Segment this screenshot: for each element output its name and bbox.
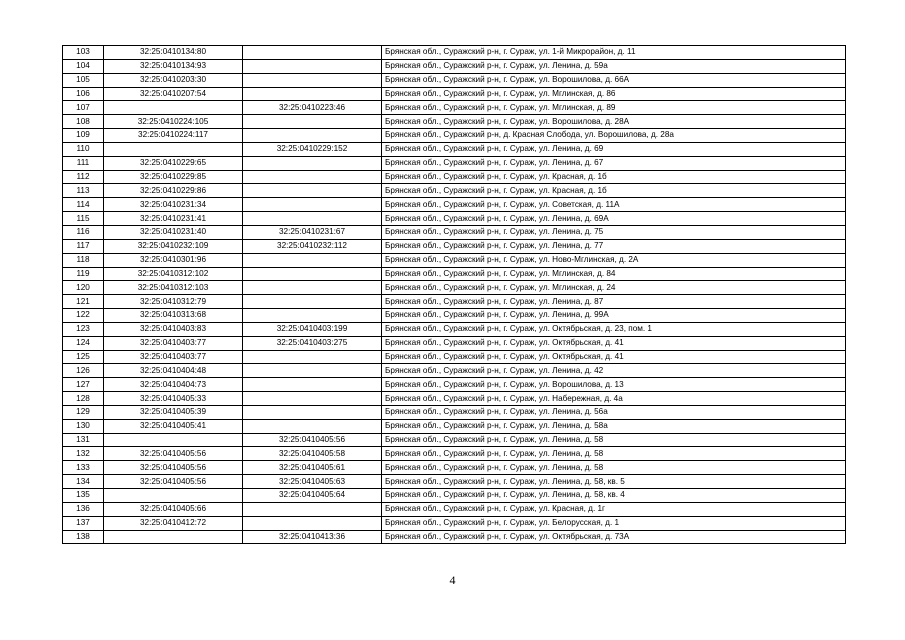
row-number-cell: 114 xyxy=(63,198,104,212)
address-cell: Брянская обл., Суражский р-н, г. Сураж, ул. Октябрьская, д. 41 xyxy=(382,350,846,364)
address-cell: Брянская обл., Суражский р-н, г. Сураж, ул. Ленина, д. 58, кв. 4 xyxy=(382,489,846,503)
table-row xyxy=(63,225,846,239)
address-cell: Брянская обл., Суражский р-н, г. Сураж, ул. Октябрьская, д. 23, пом. 1 xyxy=(382,322,846,336)
table-row xyxy=(63,461,846,475)
address-cell: Брянская обл., Суражский р-н, г. Сураж, ул. Ленина, д. 56а xyxy=(382,405,846,419)
row-number-cell: 103 xyxy=(63,46,104,60)
cadastral-number-secondary-cell: 32:25:0410223:46 xyxy=(243,101,382,115)
cadastral-number-secondary-cell xyxy=(243,46,382,60)
cadastral-number-cell: 32:25:0410207:54 xyxy=(104,87,243,101)
cadastral-number-cell: 32:25:0410404:73 xyxy=(104,378,243,392)
cadastral-number-cell: 32:25:0410312:102 xyxy=(104,267,243,281)
table-row xyxy=(63,392,846,406)
address-cell: Брянская обл., Суражский р-н, г. Сураж, ул. Советская, д. 11А xyxy=(382,198,846,212)
address-cell: Брянская обл., Суражский р-н, г. Сураж, ул. Ленина, д. 99А xyxy=(382,309,846,323)
cadastral-number-cell: 32:25:0410231:40 xyxy=(104,225,243,239)
row-number-cell: 129 xyxy=(63,405,104,419)
table-row xyxy=(63,46,846,60)
row-number-cell: 131 xyxy=(63,433,104,447)
row-number-cell: 123 xyxy=(63,322,104,336)
row-number-cell: 106 xyxy=(63,87,104,101)
address-cell: Брянская обл., Суражский р-н, г. Сураж, ул. Мглинская, д. 86 xyxy=(382,87,846,101)
cadastral-number-cell: 32:25:0410224:117 xyxy=(104,129,243,143)
cadastral-number-cell: 32:25:0410405:56 xyxy=(104,461,243,475)
cadastral-number-secondary-cell: 32:25:0410232:112 xyxy=(243,239,382,253)
cadastral-number-cell: 32:25:0410229:86 xyxy=(104,184,243,198)
cadastral-number-secondary-cell: 32:25:0410229:152 xyxy=(243,142,382,156)
cadastral-number-cell: 32:25:0410224:105 xyxy=(104,115,243,129)
cadastral-number-cell: 32:25:0410231:34 xyxy=(104,198,243,212)
cadastral-number-cell xyxy=(104,101,243,115)
table-row xyxy=(63,309,846,323)
cadastral-number-secondary-cell xyxy=(243,392,382,406)
cadastral-number-secondary-cell: 32:25:0410231:67 xyxy=(243,225,382,239)
cadastral-number-secondary-cell xyxy=(243,350,382,364)
row-number-cell: 133 xyxy=(63,461,104,475)
cadastral-number-secondary-cell xyxy=(243,295,382,309)
address-cell: Брянская обл., Суражский р-н, г. Сураж, ул. Ленина, д. 77 xyxy=(382,239,846,253)
table-row xyxy=(63,364,846,378)
table-row xyxy=(63,350,846,364)
table-row xyxy=(63,295,846,309)
cadastral-number-cell: 32:25:0410405:33 xyxy=(104,392,243,406)
cadastral-number-secondary-cell xyxy=(243,73,382,87)
cadastral-number-cell xyxy=(104,433,243,447)
table-row xyxy=(63,419,846,433)
cadastral-number-secondary-cell: 32:25:0410405:58 xyxy=(243,447,382,461)
cadastral-number-cell xyxy=(104,489,243,503)
cadastral-number-secondary-cell xyxy=(243,502,382,516)
address-cell: Брянская обл., Суражский р-н, г. Сураж, ул. Мглинская, д. 89 xyxy=(382,101,846,115)
row-number-cell: 127 xyxy=(63,378,104,392)
cadastral-number-cell: 32:25:0410301:96 xyxy=(104,253,243,267)
row-number-cell: 137 xyxy=(63,516,104,530)
address-cell: Брянская обл., Суражский р-н, г. Сураж, ул. Ленина, д. 58 xyxy=(382,433,846,447)
cadastral-number-secondary-cell xyxy=(243,129,382,143)
cadastral-number-cell xyxy=(104,142,243,156)
cadastral-number-secondary-cell: 32:25:0410405:63 xyxy=(243,475,382,489)
cadastral-number-cell: 32:25:0410312:79 xyxy=(104,295,243,309)
cadastral-number-cell: 32:25:0410405:56 xyxy=(104,447,243,461)
address-cell: Брянская обл., Суражский р-н, г. Сураж, ул. Мглинская, д. 84 xyxy=(382,267,846,281)
address-cell: Брянская обл., Суражский р-н, г. Сураж, ул. Мглинская, д. 24 xyxy=(382,281,846,295)
address-cell: Брянская обл., Суражский р-н, г. Сураж, ул. Ворошилова, д. 28А xyxy=(382,115,846,129)
address-cell: Брянская обл., Суражский р-н, г. Сураж, ул. Октябрьская, д. 41 xyxy=(382,336,846,350)
page-number: 4 xyxy=(449,573,456,587)
cadastral-number-cell: 32:25:0410405:39 xyxy=(104,405,243,419)
address-cell: Брянская обл., Суражский р-н, г. Сураж, ул. Ленина, д. 42 xyxy=(382,364,846,378)
cadastral-number-secondary-cell xyxy=(243,378,382,392)
cadastral-number-secondary-cell xyxy=(243,212,382,226)
cadastral-number-cell: 32:25:0410229:85 xyxy=(104,170,243,184)
row-number-cell: 112 xyxy=(63,170,104,184)
row-number-cell: 132 xyxy=(63,447,104,461)
table-row xyxy=(63,378,846,392)
table-row xyxy=(63,87,846,101)
table-row xyxy=(63,129,846,143)
row-number-cell: 118 xyxy=(63,253,104,267)
table-row xyxy=(63,239,846,253)
cadastral-number-secondary-cell xyxy=(243,405,382,419)
address-cell: Брянская обл., Суражский р-н, г. Сураж, ул. Ленина, д. 58а xyxy=(382,419,846,433)
table-row xyxy=(63,405,846,419)
cadastral-number-secondary-cell xyxy=(243,59,382,73)
address-cell: Брянская обл., Суражский р-н, г. Сураж, ул. Ленина, д. 67 xyxy=(382,156,846,170)
row-number-cell: 119 xyxy=(63,267,104,281)
table-row xyxy=(63,530,846,544)
table-row xyxy=(63,73,846,87)
table-row xyxy=(63,447,846,461)
cadastral-number-cell: 32:25:0410404:48 xyxy=(104,364,243,378)
address-cell: Брянская обл., Суражский р-н, д. Красная Слобода, ул. Ворошилова, д. 28а xyxy=(382,129,846,143)
row-number-cell: 116 xyxy=(63,225,104,239)
cadastral-number-cell: 32:25:0410405:66 xyxy=(104,502,243,516)
row-number-cell: 113 xyxy=(63,184,104,198)
address-cell: Брянская обл., Суражский р-н, г. Сураж, ул. Ленина, д. 58, кв. 5 xyxy=(382,475,846,489)
cadastral-number-cell: 32:25:0410134:93 xyxy=(104,59,243,73)
cadastral-number-secondary-cell xyxy=(243,516,382,530)
address-cell: Брянская обл., Суражский р-н, г. Сураж, ул. Ленина, д. 87 xyxy=(382,295,846,309)
cadastral-number-secondary-cell xyxy=(243,198,382,212)
row-number-cell: 135 xyxy=(63,489,104,503)
cadastral-number-cell: 32:25:0410405:41 xyxy=(104,419,243,433)
cadastral-number-cell xyxy=(104,530,243,544)
table-row xyxy=(63,433,846,447)
address-cell: Брянская обл., Суражский р-н, г. Сураж, ул. Набережная, д. 4а xyxy=(382,392,846,406)
cadastral-number-cell: 32:25:0410403:83 xyxy=(104,322,243,336)
row-number-cell: 110 xyxy=(63,142,104,156)
table-row xyxy=(63,267,846,281)
address-cell: Брянская обл., Суражский р-н, г. Сураж, ул. Ворошилова, д. 13 xyxy=(382,378,846,392)
table-row xyxy=(63,170,846,184)
address-cell: Брянская обл., Суражский р-н, г. Сураж, ул. Белорусская, д. 1 xyxy=(382,516,846,530)
address-cell: Брянская обл., Суражский р-н, г. Сураж, ул. Ленина, д. 59а xyxy=(382,59,846,73)
cadastral-number-cell: 32:25:0410403:77 xyxy=(104,350,243,364)
table-row xyxy=(63,502,846,516)
table-row xyxy=(63,101,846,115)
row-number-cell: 138 xyxy=(63,530,104,544)
table-row xyxy=(63,322,846,336)
registry-table-body xyxy=(63,46,846,544)
cadastral-number-cell: 32:25:0410412:72 xyxy=(104,516,243,530)
row-number-cell: 125 xyxy=(63,350,104,364)
row-number-cell: 122 xyxy=(63,309,104,323)
table-row xyxy=(63,142,846,156)
cadastral-number-secondary-cell: 32:25:0410405:61 xyxy=(243,461,382,475)
cadastral-number-cell: 32:25:0410313:68 xyxy=(104,309,243,323)
address-cell: Брянская обл., Суражский р-н, г. Сураж, ул. Ворошилова, д. 66А xyxy=(382,73,846,87)
cadastral-number-secondary-cell xyxy=(243,87,382,101)
address-cell: Брянская обл., Суражский р-н, г. Сураж, ул. Красная, д. 1б xyxy=(382,184,846,198)
cadastral-number-cell: 32:25:0410134:80 xyxy=(104,46,243,60)
cadastral-number-secondary-cell xyxy=(243,267,382,281)
row-number-cell: 117 xyxy=(63,239,104,253)
row-number-cell: 124 xyxy=(63,336,104,350)
cadastral-number-secondary-cell xyxy=(243,309,382,323)
table-row xyxy=(63,156,846,170)
cadastral-number-secondary-cell xyxy=(243,170,382,184)
cadastral-number-cell: 32:25:0410229:65 xyxy=(104,156,243,170)
cadastral-number-secondary-cell xyxy=(243,253,382,267)
table-row xyxy=(63,198,846,212)
address-cell: Брянская обл., Суражский р-н, г. Сураж, ул. Ленина, д. 75 xyxy=(382,225,846,239)
address-cell: Брянская обл., Суражский р-н, г. Сураж, ул. Ленина, д. 69А xyxy=(382,212,846,226)
address-cell: Брянская обл., Суражский р-н, г. Сураж, ул. Ленина, д. 58 xyxy=(382,461,846,475)
row-number-cell: 120 xyxy=(63,281,104,295)
cadastral-number-secondary-cell xyxy=(243,364,382,378)
table-row xyxy=(63,212,846,226)
table-row xyxy=(63,281,846,295)
address-cell: Брянская обл., Суражский р-н, г. Сураж, ул. Ленина, д. 58 xyxy=(382,447,846,461)
cadastral-number-secondary-cell xyxy=(243,419,382,433)
cadastral-number-cell: 32:25:0410312:103 xyxy=(104,281,243,295)
row-number-cell: 115 xyxy=(63,212,104,226)
row-number-cell: 108 xyxy=(63,115,104,129)
cadastral-number-secondary-cell: 32:25:0410403:275 xyxy=(243,336,382,350)
cadastral-number-cell: 32:25:0410231:41 xyxy=(104,212,243,226)
address-cell: Брянская обл., Суражский р-н, г. Сураж, ул. Ленина, д. 69 xyxy=(382,142,846,156)
table-row xyxy=(63,184,846,198)
row-number-cell: 104 xyxy=(63,59,104,73)
row-number-cell: 109 xyxy=(63,129,104,143)
row-number-cell: 128 xyxy=(63,392,104,406)
table-row xyxy=(63,115,846,129)
cadastral-number-secondary-cell: 32:25:0410413:36 xyxy=(243,530,382,544)
cadastral-number-cell: 32:25:0410403:77 xyxy=(104,336,243,350)
address-cell: Брянская обл., Суражский р-н, г. Сураж, ул. Ново-Мглинская, д. 2А xyxy=(382,253,846,267)
cadastral-number-secondary-cell: 32:25:0410403:199 xyxy=(243,322,382,336)
registry-table xyxy=(62,45,846,544)
row-number-cell: 105 xyxy=(63,73,104,87)
row-number-cell: 130 xyxy=(63,419,104,433)
cadastral-number-secondary-cell xyxy=(243,115,382,129)
table-row xyxy=(63,489,846,503)
table-row xyxy=(63,516,846,530)
row-number-cell: 136 xyxy=(63,502,104,516)
address-cell: Брянская обл., Суражский р-н, г. Сураж, ул. Красная, д. 1г xyxy=(382,502,846,516)
address-cell: Брянская обл., Суражский р-н, г. Сураж, ул. Октябрьская, д. 73А xyxy=(382,530,846,544)
cadastral-number-secondary-cell xyxy=(243,156,382,170)
cadastral-number-secondary-cell xyxy=(243,281,382,295)
table-row xyxy=(63,475,846,489)
address-cell: Брянская обл., Суражский р-н, г. Сураж, ул. 1-й Микрорайон, д. 11 xyxy=(382,46,846,60)
row-number-cell: 134 xyxy=(63,475,104,489)
cadastral-number-secondary-cell: 32:25:0410405:56 xyxy=(243,433,382,447)
row-number-cell: 107 xyxy=(63,101,104,115)
table-row xyxy=(63,59,846,73)
cadastral-number-cell: 32:25:0410232:109 xyxy=(104,239,243,253)
row-number-cell: 121 xyxy=(63,295,104,309)
table-row xyxy=(63,253,846,267)
cadastral-number-secondary-cell: 32:25:0410405:64 xyxy=(243,489,382,503)
cadastral-number-cell: 32:25:0410203:30 xyxy=(104,73,243,87)
cadastral-number-cell: 32:25:0410405:56 xyxy=(104,475,243,489)
cadastral-number-secondary-cell xyxy=(243,184,382,198)
row-number-cell: 111 xyxy=(63,156,104,170)
row-number-cell: 126 xyxy=(63,364,104,378)
table-row xyxy=(63,336,846,350)
address-cell: Брянская обл., Суражский р-н, г. Сураж, ул. Красная, д. 1б xyxy=(382,170,846,184)
